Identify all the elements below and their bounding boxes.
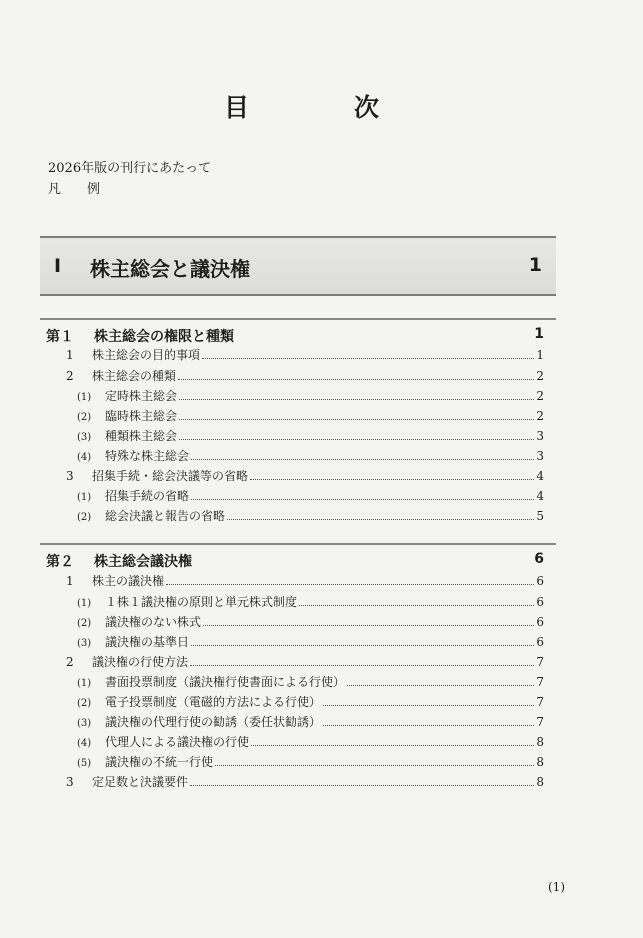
chapter-heading bbox=[40, 543, 556, 569]
leader-dots bbox=[202, 357, 534, 359]
part-header bbox=[40, 236, 556, 296]
entry-label: 株主総会の目的事項 bbox=[92, 348, 201, 362]
entry-number: (1) bbox=[77, 492, 92, 503]
toc-entry bbox=[77, 612, 544, 632]
entry-label: 書面投票制度（議決権行使書面による行使） bbox=[105, 675, 346, 689]
entry-label: １株１議決権の原則と単元株式制度 bbox=[105, 595, 298, 609]
leader-dots bbox=[347, 684, 534, 686]
entry-page: 8 bbox=[536, 735, 544, 749]
entry-label: 招集手続の省略 bbox=[105, 489, 190, 503]
entry-page: 6 bbox=[536, 635, 544, 649]
entry-page: 6 bbox=[536, 574, 544, 588]
entry-number: (2) bbox=[77, 618, 92, 629]
entry-number: (5) bbox=[77, 758, 92, 769]
toc-entry bbox=[77, 592, 544, 612]
chapter-title: 株主総会議決権 bbox=[94, 554, 192, 570]
leader-dots bbox=[299, 604, 534, 606]
entry-number: 1 bbox=[66, 348, 74, 362]
toc-entry bbox=[77, 506, 544, 526]
entry-page: 4 bbox=[536, 469, 544, 483]
chapter-number: 第１ bbox=[46, 329, 74, 345]
entry-page: 6 bbox=[536, 615, 544, 629]
prelim-preface: 2026年版の刊行にあたって bbox=[48, 161, 212, 176]
chapter-page: 1 bbox=[534, 326, 544, 342]
leader-dots bbox=[190, 784, 534, 786]
entry-label: 代理人による議決権の行使 bbox=[105, 735, 250, 749]
toc-entry bbox=[66, 466, 544, 486]
entry-page: 6 bbox=[536, 595, 544, 609]
leader-dots bbox=[179, 418, 534, 420]
entry-number: 3 bbox=[66, 469, 74, 483]
entry-label: 議決権の基準日 bbox=[105, 635, 190, 649]
part-title: 株主総会と議決権 bbox=[90, 257, 250, 281]
part-number: I bbox=[54, 255, 62, 277]
toc-entry bbox=[66, 571, 544, 591]
leader-dots bbox=[215, 764, 534, 766]
toc-entry bbox=[66, 366, 544, 386]
toc-entry bbox=[77, 406, 544, 426]
entry-number: (1) bbox=[77, 598, 92, 609]
leader-dots bbox=[191, 498, 534, 500]
leader-dots bbox=[179, 438, 534, 440]
leader-dots bbox=[227, 518, 534, 520]
entry-number: (4) bbox=[77, 738, 92, 749]
entry-page: 7 bbox=[536, 715, 544, 729]
entry-number: (3) bbox=[77, 718, 92, 729]
entry-label: 総会決議と報告の省略 bbox=[105, 509, 226, 523]
entry-page: 8 bbox=[536, 775, 544, 789]
leader-dots bbox=[178, 378, 534, 380]
entry-number: (1) bbox=[77, 392, 92, 403]
entry-page: 3 bbox=[536, 449, 544, 463]
entry-page: 2 bbox=[536, 369, 544, 383]
entry-label: 議決権の不統一行使 bbox=[105, 755, 214, 769]
entry-number: 2 bbox=[66, 655, 74, 669]
toc-entry bbox=[66, 345, 544, 365]
toc-entry bbox=[66, 772, 544, 792]
leader-dots bbox=[323, 724, 534, 726]
entry-number: (2) bbox=[77, 512, 92, 523]
entry-label: 種類株主総会 bbox=[105, 429, 178, 443]
entry-page: 7 bbox=[536, 695, 544, 709]
prelim-legend: 凡 例 bbox=[48, 182, 101, 197]
entry-number: 2 bbox=[66, 369, 74, 383]
leader-dots bbox=[191, 458, 534, 460]
toc-entry bbox=[66, 652, 544, 672]
toc-entry bbox=[77, 486, 544, 506]
entry-number: (3) bbox=[77, 638, 92, 649]
entry-number: (3) bbox=[77, 432, 92, 443]
page-folio: (1) bbox=[548, 880, 565, 894]
toc-entry bbox=[77, 752, 544, 772]
entry-label: 招集手続・総会決議等の省略 bbox=[92, 469, 249, 483]
entry-label: 定時株主総会 bbox=[105, 389, 178, 403]
part-page: 1 bbox=[528, 254, 542, 276]
prelims bbox=[48, 158, 211, 200]
entry-page: 1 bbox=[536, 348, 544, 362]
toc-entry bbox=[77, 426, 544, 446]
entry-number: 3 bbox=[66, 775, 74, 789]
entry-label: 議決権の代理行使の勧誘（委任状勧誘） bbox=[105, 715, 322, 729]
toc-entry bbox=[77, 446, 544, 466]
chapter-number: 第２ bbox=[46, 554, 74, 570]
entry-number: (1) bbox=[77, 678, 92, 689]
entry-page: 3 bbox=[536, 429, 544, 443]
toc-entry bbox=[77, 732, 544, 752]
entry-page: 4 bbox=[536, 489, 544, 503]
entry-label: 臨時株主総会 bbox=[105, 409, 178, 423]
entry-number: (2) bbox=[77, 698, 92, 709]
toc-entry bbox=[77, 672, 544, 692]
entry-page: 7 bbox=[536, 675, 544, 689]
entry-page: 2 bbox=[536, 389, 544, 403]
toc-entry bbox=[77, 712, 544, 732]
leader-dots bbox=[166, 583, 534, 585]
toc-entry bbox=[77, 692, 544, 712]
entry-label: 電子投票制度（電磁的方法による行使） bbox=[105, 695, 322, 709]
chapter-title: 株主総会の権限と種類 bbox=[94, 329, 234, 345]
toc-entry bbox=[77, 386, 544, 406]
leader-dots bbox=[191, 644, 534, 646]
leader-dots bbox=[179, 398, 534, 400]
leader-dots bbox=[323, 704, 534, 706]
entry-number: 1 bbox=[66, 574, 74, 588]
entry-page: 8 bbox=[536, 755, 544, 769]
entry-label: 株主総会の種類 bbox=[92, 369, 177, 383]
entry-page: 5 bbox=[536, 509, 544, 523]
entry-label: 特殊な株主総会 bbox=[105, 449, 190, 463]
entry-number: (2) bbox=[77, 412, 92, 423]
entry-label: 議決権のない株式 bbox=[105, 615, 202, 629]
entry-page: 2 bbox=[536, 409, 544, 423]
entry-number: (4) bbox=[77, 452, 92, 463]
leader-dots bbox=[190, 664, 534, 666]
toc-entry bbox=[77, 632, 544, 652]
leader-dots bbox=[251, 744, 534, 746]
leader-dots bbox=[250, 478, 534, 480]
leader-dots bbox=[203, 624, 534, 626]
entry-label: 議決権の行使方法 bbox=[92, 655, 189, 669]
chapter-heading bbox=[40, 318, 556, 344]
entry-page: 7 bbox=[536, 655, 544, 669]
chapter-page: 6 bbox=[534, 551, 544, 567]
entry-label: 定足数と決議要件 bbox=[92, 775, 189, 789]
page-title: 目 次 bbox=[223, 93, 419, 122]
entry-label: 株主の議決権 bbox=[92, 574, 165, 588]
